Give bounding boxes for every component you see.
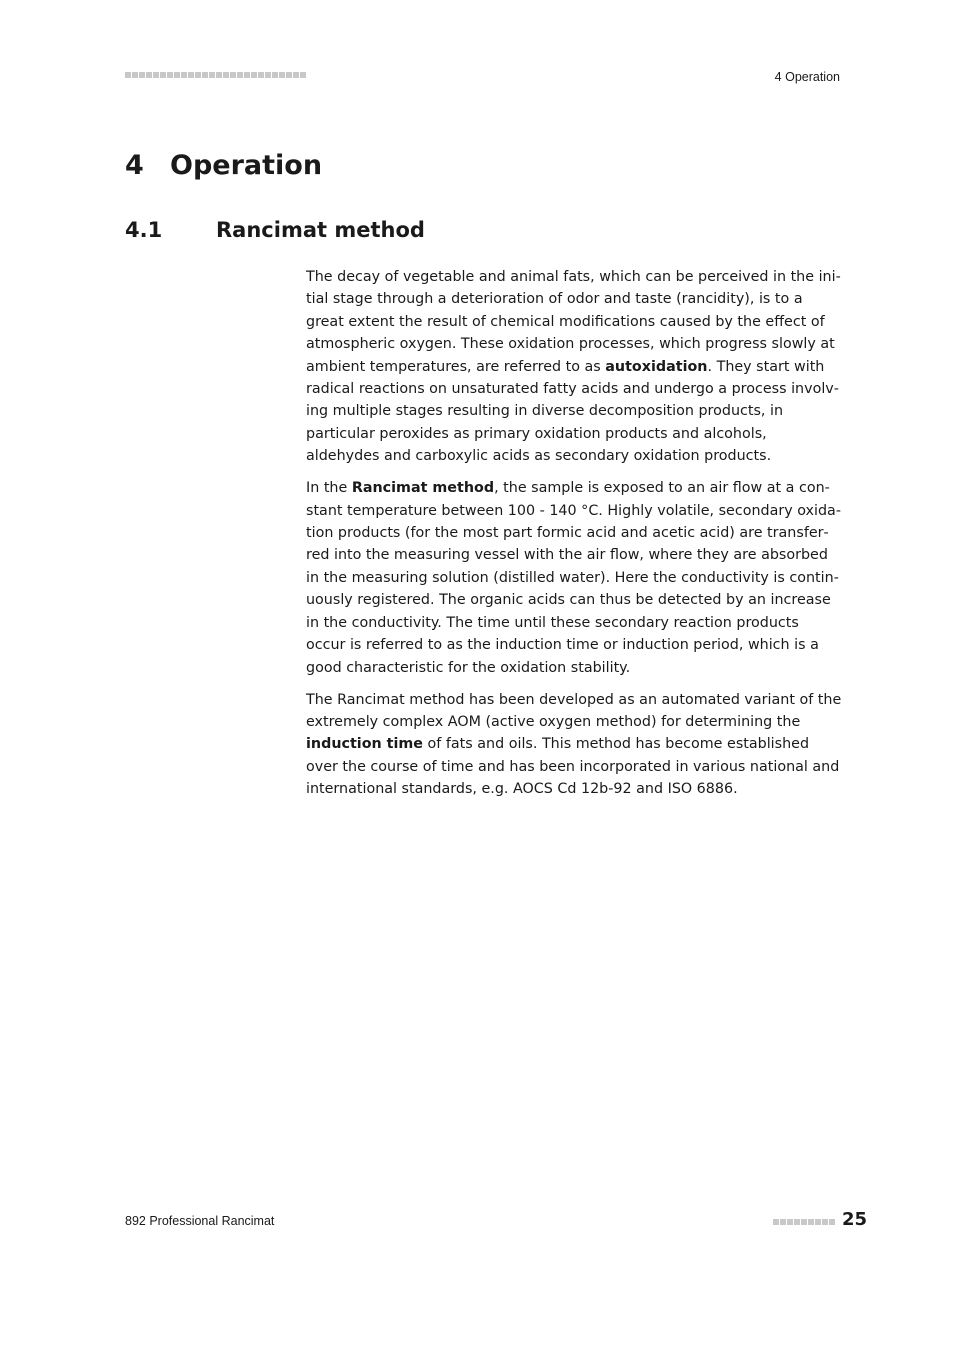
running-head: 4 Operation: [774, 70, 840, 84]
section-heading: [125, 218, 425, 242]
chapter-heading: [125, 150, 322, 181]
header-decoration-dots: [125, 72, 306, 78]
chapter-title: Operation: [170, 150, 323, 181]
footer-decoration-dots: [773, 1219, 835, 1225]
paragraph-text: . They start with radical reactions on unsaturated fatty acids and undergo a process involving multiple stages resulting in diverse decomposition products, in particular peroxides as primary oxidation products and alcohols, aldehydes and carboxylic acids as secondary oxidation products.: [306, 358, 839, 465]
section-number: 4.1: [125, 218, 163, 242]
paragraph-text: The Rancimat method has been developed as an automated variant of the extremely complex AOM (active oxygen method) for determining the: [306, 691, 842, 730]
body-text: [306, 266, 842, 810]
section-title: Rancimat method: [216, 218, 425, 242]
paragraph-autoxidation: [306, 266, 842, 468]
term-induction-time: induction time: [306, 736, 424, 753]
paragraph-text: of fats and oils. This method has become established over the course of time and has been incorporated in various national and international standards, e.g. AOCS Cd 12b-92 and ISO 6886.: [306, 736, 840, 798]
term-rancimat-method: Rancimat method: [351, 480, 495, 497]
chapter-number: 4: [125, 150, 144, 181]
paragraph-induction-time: [306, 689, 842, 801]
footer-product-name: 892 Professional Rancimat: [125, 1214, 275, 1228]
paragraph-rancimat-method: [306, 477, 842, 679]
page-number: 25: [841, 1209, 867, 1230]
paragraph-text: In the: [306, 480, 352, 497]
paragraph-text: , the sample is exposed to an air flow at a constant temperature between 100 - 140 °C. Highly volatile, secondary oxidation products (for the most part formic acid and acetic acid) are transferred into the measuring vessel with the air flow, where they are absorbed in the measuring solution (distilled water). Here the conductivity is continuously registered. The organic acids can thus be detected by an increase in the conductivity. The time until these secondary reaction products occur is referred to as the induction time or induction period, which is a good characteristic for the oxidation stability.: [306, 480, 841, 676]
paragraph-text: The decay of vegetable and animal fats, which can be perceived in the initial stage through a deterioration of odor and taste (rancidity), is to a great extent the result of chemical modifications caused by the effect of atmospheric oxygen. These oxidation processes, which progress slowly at ambient temperatures, are referred to as: [306, 269, 841, 375]
term-autoxidation: autoxidation: [605, 358, 708, 375]
